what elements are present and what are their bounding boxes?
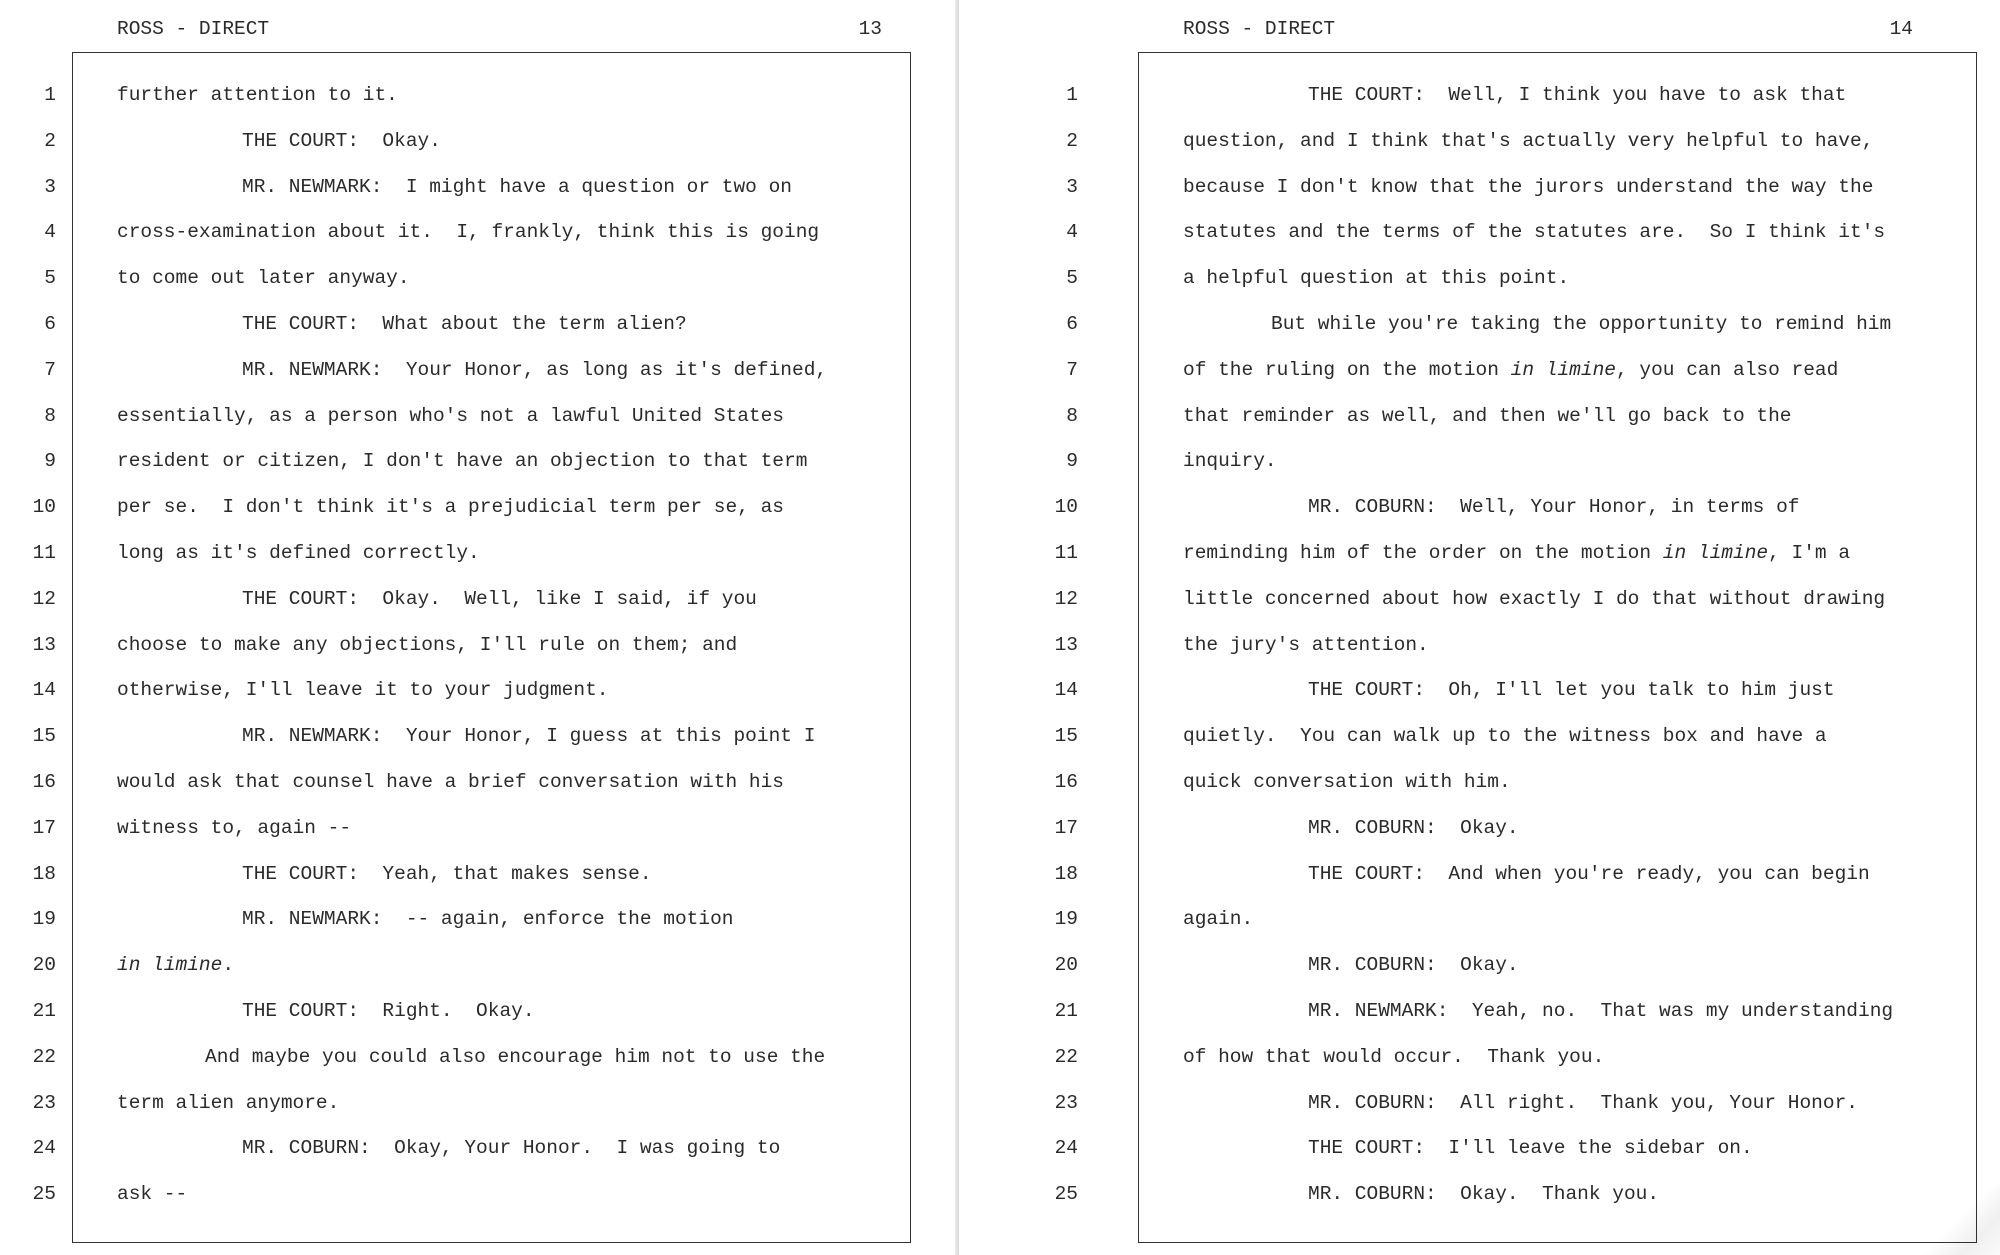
transcript-line: But while you're taking the opportunity to remind him: [1271, 312, 1892, 335]
transcript-line: MR. NEWMARK: Yeah, no. That was my understanding: [1308, 999, 1894, 1022]
transcript-line: MR. COBURN: Okay.: [1308, 816, 1519, 839]
line-number: 21: [1054, 999, 1078, 1022]
line-number: 11: [32, 541, 56, 564]
page-header-title: ROSS - DIRECT: [1183, 18, 1336, 40]
transcript-line: MR. NEWMARK: I might have a question or two on: [242, 175, 792, 198]
transcript-line: MR. COBURN: Okay.: [1308, 954, 1519, 977]
italic-term: in limine: [1662, 541, 1769, 564]
line-number: 19: [32, 908, 56, 931]
transcript-line: would ask that counsel have a brief conversation with his: [117, 770, 785, 793]
transcript-line: MR. COBURN: Well, Your Honor, in terms of: [1308, 496, 1800, 519]
line-number: 22: [1054, 1045, 1078, 1068]
italic-term: in limine: [1510, 358, 1616, 381]
line-number: 1: [44, 84, 56, 106]
transcript-line: THE COURT: And when you're ready, you can begin: [1308, 862, 1870, 885]
transcript-line: in limine.: [117, 954, 235, 977]
line-number: 2: [1066, 129, 1078, 152]
transcript-line: again.: [1183, 908, 1254, 931]
transcript-line: witness to, again --: [117, 816, 352, 839]
transcript-line: MR. NEWMARK: Your Honor, as long as it's defined,: [242, 358, 828, 381]
transcript-line: otherwise, I'll leave it to your judgment.: [117, 679, 609, 702]
transcript-line: THE COURT: Okay. Well, like I said, if you: [242, 587, 757, 610]
transcript-line: MR. NEWMARK: Your Honor, I guess at this point I: [242, 725, 816, 748]
page-header-title: ROSS - DIRECT: [117, 18, 270, 40]
transcript-page-14: [959, 0, 2000, 1255]
transcript-line: a helpful question at this point.: [1183, 267, 1570, 290]
page-header: [1183, 15, 1913, 43]
transcript-line: essentially, as a person who's not a lawful United States: [117, 404, 785, 427]
line-number: 9: [1066, 450, 1078, 473]
line-number: 16: [1054, 770, 1078, 793]
transcript-line: choose to make any objections, I'll rule on them; and: [117, 633, 738, 656]
transcript-line: to come out later anyway.: [117, 267, 410, 290]
transcript-line: THE COURT: Oh, I'll let you talk to him just: [1308, 679, 1835, 702]
line-number: 14: [1054, 679, 1078, 702]
line-number: 7: [1066, 358, 1078, 381]
transcript-line: of the ruling on the motion in limine, you can also read: [1183, 358, 1839, 381]
line-number-column: [0, 79, 56, 1224]
line-number: 9: [44, 450, 56, 473]
line-number-column: [1022, 79, 1078, 1224]
line-number: 16: [32, 770, 56, 793]
line-number: 10: [1054, 496, 1078, 519]
line-number: 12: [1054, 587, 1078, 610]
line-number: 14: [32, 679, 56, 702]
transcript-line: because I don't know that the jurors understand the way the: [1183, 175, 1874, 198]
transcript-line: ask --: [117, 1183, 188, 1206]
line-number: 12: [32, 587, 56, 610]
line-number: 13: [32, 633, 56, 656]
page-number: 13: [858, 18, 882, 40]
line-number: 23: [1054, 1091, 1078, 1114]
line-number: 25: [32, 1183, 56, 1206]
line-number: 25: [1054, 1183, 1078, 1206]
line-number: 7: [44, 358, 56, 381]
transcript-line: MR. COBURN: Okay, Your Honor. I was going to: [242, 1137, 781, 1160]
transcript-line: the jury's attention.: [1183, 633, 1429, 656]
page-number: 14: [1889, 18, 1913, 40]
transcript-line: term alien anymore.: [117, 1091, 340, 1114]
transcript-line: THE COURT: Well, I think you have to ask that: [1308, 84, 1847, 106]
line-number: 1: [1066, 84, 1078, 106]
line-number: 18: [1054, 862, 1078, 885]
transcript-line: of how that would occur. Thank you.: [1183, 1045, 1605, 1068]
line-number: 23: [32, 1091, 56, 1114]
line-number: 4: [1066, 221, 1078, 244]
line-number: 5: [44, 267, 56, 290]
transcript-line: THE COURT: Okay.: [242, 129, 441, 152]
line-number: 4: [44, 221, 56, 244]
transcript-line: And maybe you could also encourage him not to use the: [205, 1045, 826, 1068]
transcript-line: THE COURT: What about the term alien?: [242, 312, 687, 335]
line-number: 6: [1066, 312, 1078, 335]
line-number: 3: [1066, 175, 1078, 198]
transcript-line: question, and I think that's actually very helpful to have,: [1183, 129, 1874, 152]
page-curl-shadow: [1910, 1185, 2000, 1255]
transcript-line: cross-examination about it. I, frankly, think this is going: [117, 221, 820, 244]
italic-term: in limine: [117, 954, 223, 977]
transcript-line: quick conversation with him.: [1183, 770, 1511, 793]
line-number: 17: [1054, 816, 1078, 839]
transcript-line: long as it's defined correctly.: [117, 541, 480, 564]
line-number: 8: [1066, 404, 1078, 427]
page-header: [117, 15, 882, 43]
transcript-line: inquiry.: [1183, 450, 1277, 473]
transcript-line: further attention to it.: [117, 84, 398, 106]
line-number: 11: [1054, 541, 1078, 564]
line-number: 5: [1066, 267, 1078, 290]
transcript-line: THE COURT: I'll leave the sidebar on.: [1308, 1137, 1753, 1160]
transcript-line: THE COURT: Yeah, that makes sense.: [242, 862, 652, 885]
line-number: 15: [32, 725, 56, 748]
transcript-line: quietly. You can walk up to the witness box and have a: [1183, 725, 1827, 748]
line-number: 13: [1054, 633, 1078, 656]
transcript-line: reminding him of the order on the motion in limine, I'm a: [1183, 541, 1851, 564]
line-number: 24: [1054, 1137, 1078, 1160]
line-number: 24: [32, 1137, 56, 1160]
line-number: 20: [1054, 954, 1078, 977]
line-number: 19: [1054, 908, 1078, 931]
line-number: 15: [1054, 725, 1078, 748]
line-number: 3: [44, 175, 56, 198]
transcript-line: MR. COBURN: Okay. Thank you.: [1308, 1183, 1660, 1206]
line-number: 21: [32, 999, 56, 1022]
line-number: 22: [32, 1045, 56, 1068]
line-number: 2: [44, 129, 56, 152]
transcript-line: little concerned about how exactly I do that without drawing: [1183, 587, 1886, 610]
line-number: 10: [32, 496, 56, 519]
transcript-line: resident or citizen, I don't have an objection to that term: [117, 450, 808, 473]
line-number: 17: [32, 816, 56, 839]
transcript-line: THE COURT: Right. Okay.: [242, 999, 535, 1022]
line-number: 18: [32, 862, 56, 885]
transcript-line: per se. I don't think it's a prejudicial term per se, as: [117, 496, 785, 519]
line-number: 6: [44, 312, 56, 335]
line-number: 8: [44, 404, 56, 427]
transcript-page-13: [0, 0, 955, 1255]
transcript-line: that reminder as well, and then we'll go back to the: [1183, 404, 1792, 427]
transcript-line: MR. NEWMARK: -- again, enforce the motion: [242, 908, 734, 931]
transcript-line: statutes and the terms of the statutes are. So I think it's: [1183, 221, 1886, 244]
transcript-line: MR. COBURN: All right. Thank you, Your Honor.: [1308, 1091, 1858, 1114]
transcript-text: [1183, 79, 1963, 1224]
line-number: 20: [32, 954, 56, 977]
transcript-text: [117, 79, 897, 1224]
